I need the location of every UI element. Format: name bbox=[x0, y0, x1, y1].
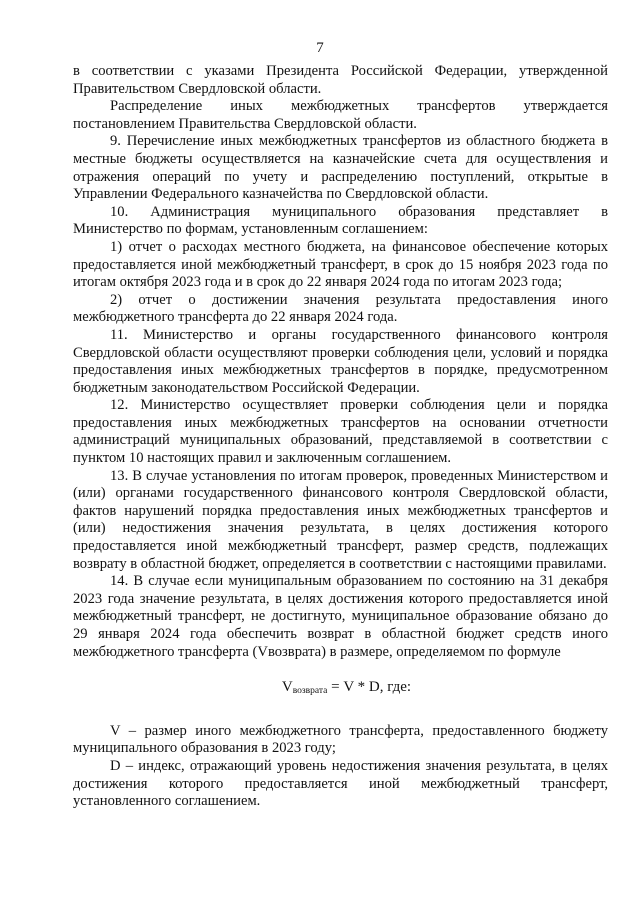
paragraph-item-10: 10. Администрация муниципального образования представляет в Министерство по формам, установленным соглашением: bbox=[73, 203, 608, 238]
paragraph-continuation: в соответствии с указами Президента Российской Федерации, утвержденной Правительством Свердловской области. bbox=[73, 63, 608, 97]
formula bbox=[73, 679, 608, 701]
formula-rhs: = V * D, где: bbox=[327, 679, 412, 696]
paragraph-item-9: 9. Перечисление иных межбюджетных трансфертов из областного бюджета в местные бюджеты осуществляется на казначейские счета для осуществления и отражения операций по учету и распределению поступлений, открытые в Управлении Федерального казначейства по Свердловской области. bbox=[73, 133, 608, 203]
paragraph-distribution: Распределение иных межбюджетных трансфертов утверждается постановлением Правительства Свердловской области. bbox=[73, 98, 608, 132]
paragraph-item-10-1: 1) отчет о расходах местного бюджета, на финансовое обеспечение которых предоставляется иной межбюджетный трансферт, в срок до 15 ноября 2023 года по итогам октября 2023 года и в срок до 22 января 2024 года по итогам 2023 года; bbox=[73, 238, 608, 291]
document-body bbox=[73, 63, 608, 811]
definition-d: D – индекс, отражающий уровень недостижения значения результата, в целях достижения которого предоставляется иной межбюджетный трансферт, установленного соглашением. bbox=[73, 757, 608, 810]
paragraph-item-14: 14. В случае если муниципальным образованием по состоянию на 31 декабря 2023 года значение результата, в целях достижения которого предоставляется иной межбюджетный трансферт, не достигнуто, муниципальное образование обязано до 29 января 2024 года обеспечить возврат в областной бюджет средств иного межбюджетного трансферта (Vвозврата) в размере, определяемом по формуле bbox=[73, 573, 608, 660]
definition-v: V – размер иного межбюджетного трансферта, предоставленного бюджету муниципального образования в 2023 году; bbox=[73, 722, 608, 757]
paragraph-item-12: 12. Министерство осуществляет проверки соблюдения цели и порядка предоставления иных межбюджетных трансфертов на основании отчетности администраций муниципальных образований, представляемой в соответствии с пунктом 10 настоящих правил и заключенным соглашением. bbox=[73, 397, 608, 467]
formula-lhs-subscript: возврата bbox=[292, 686, 328, 697]
paragraph-item-13: 13. В случае установления по итогам проверок, проведенных Министерством и (или) органами государственного финансового контроля Свердловской области, фактов нарушений порядка предоставления иных межбюджетных трансфертов и (или) недостижения значения результата, в целях достижения которого предоставляется иной межбюджетный трансферт, размер средств, подлежащих возврату в областной бюджет, определяется в соответствии с настоящими правилами. bbox=[73, 467, 608, 572]
paragraph-item-11: 11. Министерство и органы государственного финансового контроля Свердловской области осуществляют проверки соблюдения цели, условий и порядка предоставления иных межбюджетных трансфертов в порядке, предусмотренном бюджетным законодательством Российской Федерации. bbox=[73, 326, 608, 396]
page-number: 7 bbox=[316, 40, 324, 56]
paragraph-item-10-2: 2) отчет о достижении значения результата предоставления иного межбюджетного трансферта до 22 января 2024 года. bbox=[73, 291, 608, 326]
formula-lhs-symbol: V bbox=[281, 679, 293, 696]
